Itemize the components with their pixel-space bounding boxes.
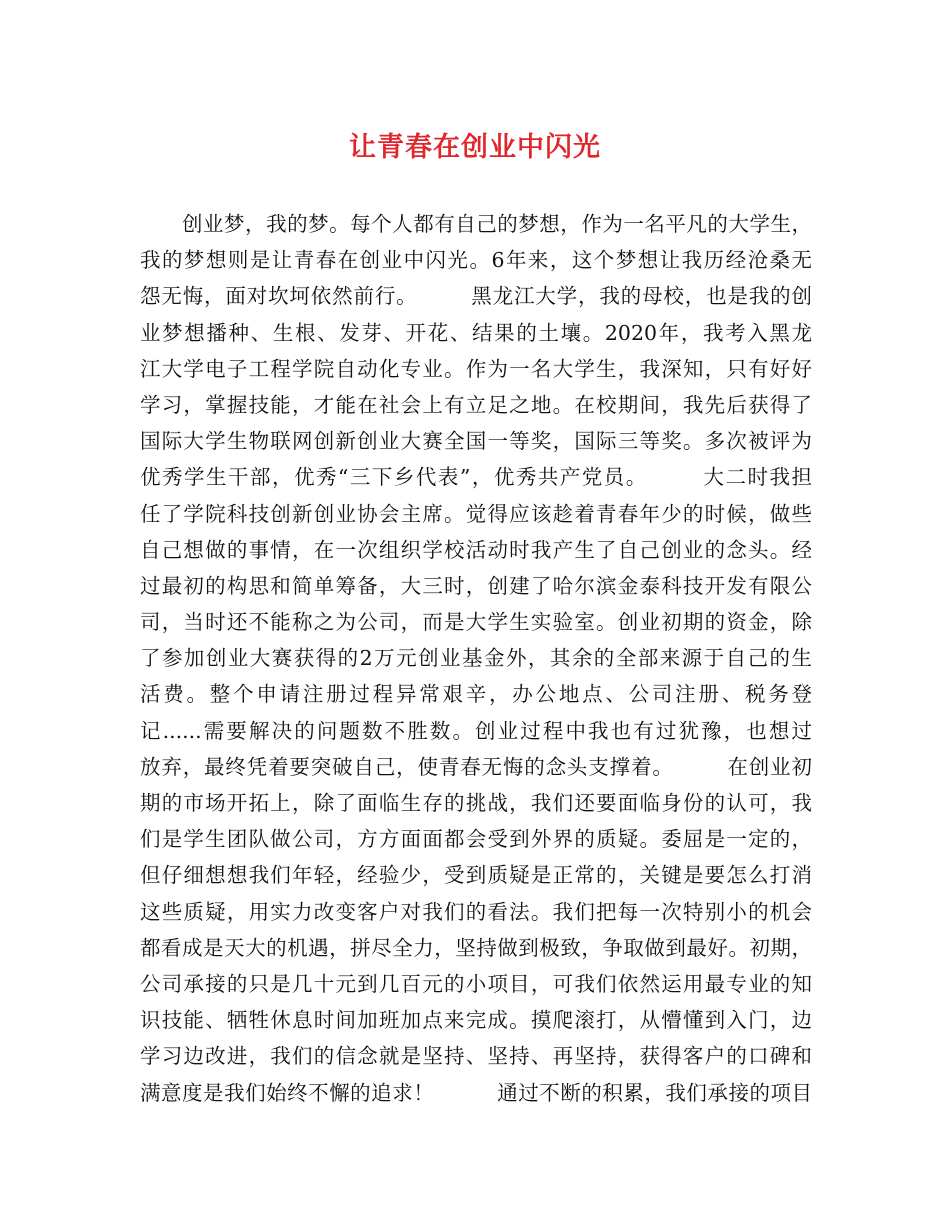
body-line: 业梦想播种、生根、发芽、开花、结果的土壤。2020年，我考入黑龙 (140, 320, 812, 345)
body-line: 国际大学生物联网创新创业大赛全国一等奖，国际三等奖。多次被评为 (140, 429, 812, 454)
body-line: 我的梦想则是让青春在创业中闪光。6年来，这个梦想让我历经沧桑无 (140, 248, 812, 273)
body-line: 自己想做的事情，在一次组织学校活动时我产生了自己创业的念头。经 (140, 537, 812, 562)
body-line: 过最初的构思和简单筹备，大三时，创建了哈尔滨金泰科技开发有限公 (140, 573, 812, 598)
body-line: 放弃，最终凭着要突破自己，使青春无悔的念头支撑着。 在创业初 (140, 754, 812, 779)
body-line: 们是学生团队做公司，方方面面都会受到外界的质疑。委屈是一定的， (140, 827, 812, 852)
document-title: 让青春在创业中闪光 (349, 132, 601, 163)
body-line: 江大学电子工程学院自动化专业。作为一名大学生，我深知，只有好好 (140, 356, 812, 381)
body-line: 活费。整个申请注册过程异常艰辛，办公地点、公司注册、税务登 (140, 682, 812, 707)
body-line: 优秀学生干部，优秀“三下乡代表”，优秀共产党员。 大二时我担 (140, 465, 812, 490)
body-line: 但仔细想想我们年轻，经验少，受到质疑是正常的，关键是要怎么打消 (140, 863, 812, 888)
body-line: 满意度是我们始终不懈的追求！ 通过不断的积累，我们承接的项目 (140, 1080, 812, 1105)
body-line: 都看成是天大的机遇，拼尽全力，坚持做到极致，争取做到最好。初期， (140, 935, 812, 960)
document-body (140, 206, 812, 1111)
body-line: 学习边改进，我们的信念就是坚持、坚持、再坚持，获得客户的口碑和 (140, 1044, 812, 1069)
body-line: 公司承接的只是几十元到几百元的小项目，可我们依然运用最专业的知 (140, 971, 812, 996)
body-line: 这些质疑，用实力改变客户对我们的看法。我们把每一次特别小的机会 (140, 899, 812, 924)
body-line: 创业梦，我的梦。每个人都有自己的梦想，作为一名平凡的大学生， (182, 212, 812, 236)
body-line: 记......需要解决的问题数不胜数。创业过程中我也有过犹豫，也想过 (140, 718, 812, 743)
body-line: 学习，掌握技能，才能在社会上有立足之地。在校期间，我先后获得了 (140, 392, 812, 417)
body-line: 任了学院科技创新创业协会主席。觉得应该趁着青春年少的时候，做些 (140, 501, 812, 526)
body-line: 识技能、牺牲休息时间加班加点来完成。摸爬滚打，从懵懂到入门，边 (140, 1008, 812, 1033)
body-line: 司，当时还不能称之为公司，而是大学生实验室。创业初期的资金，除 (140, 610, 812, 635)
body-line: 怨无悔，面对坎坷依然前行。 黑龙江大学，我的母校，也是我的创 (140, 284, 812, 309)
body-line: 期的市场开拓上，除了面临生存的挑战，我们还要面临身份的认可，我 (140, 791, 812, 815)
body-line: 了参加创业大赛获得的2万元创业基金外，其余的全部来源于自己的生 (140, 646, 812, 671)
